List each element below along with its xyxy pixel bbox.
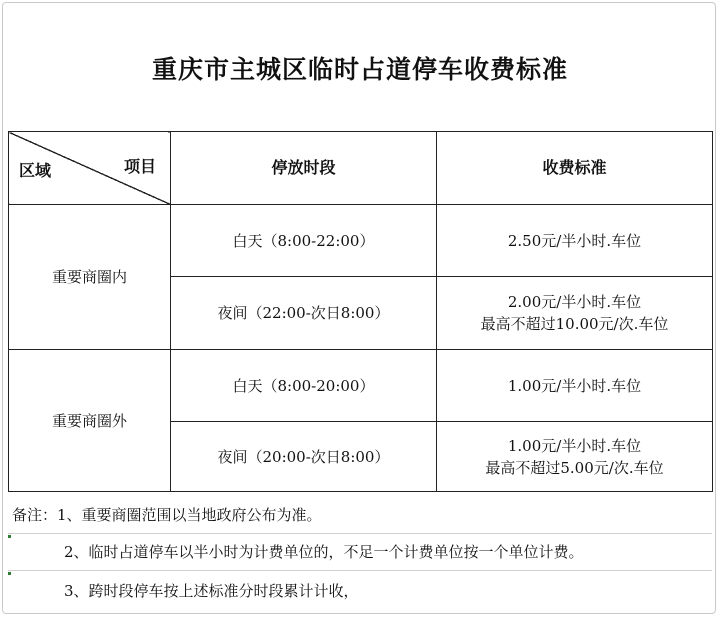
note-3: 3、跨时段停车按上述标准分时段累计计收， bbox=[64, 582, 359, 600]
period-cell: 白天（8:00-20:00） bbox=[171, 350, 437, 422]
period-cell: 夜间（20:00-次日8:00） bbox=[171, 422, 437, 492]
period-cell: 夜间（22:00-次日8:00） bbox=[171, 277, 437, 350]
fee-cell bbox=[437, 350, 713, 422]
fee-line: 2.00元/半小时.车位 bbox=[507, 293, 642, 311]
note-divider bbox=[8, 570, 712, 571]
area-cell: 重要商圈外 bbox=[9, 350, 171, 492]
fee-table bbox=[8, 131, 713, 492]
fee-column-header: 收费标准 bbox=[437, 132, 713, 205]
note-1: 备注：1、重要商圈范围以当地政府公布为准。 bbox=[12, 506, 322, 524]
fee-cell bbox=[437, 422, 713, 492]
fee-line: 2.50元/半小时.车位 bbox=[507, 231, 642, 250]
corner-header-cell bbox=[9, 132, 171, 205]
fee-line: 1.00元/半小时.车位 bbox=[507, 436, 642, 455]
cell-marker-icon bbox=[8, 572, 11, 575]
fee-cell bbox=[437, 205, 713, 277]
period-cell: 白天（8:00-22:00） bbox=[171, 205, 437, 277]
table-row bbox=[9, 350, 713, 422]
period-column-header: 停放时段 bbox=[171, 132, 437, 205]
corner-item-label: 项目 bbox=[123, 157, 156, 176]
table-header-row bbox=[9, 132, 713, 205]
note-2: 2、临时占道停车以半小时为计费单位的，不足一个计费单位按一个单位计费。 bbox=[64, 543, 584, 561]
fee-cell bbox=[437, 277, 713, 350]
cell-marker-icon bbox=[8, 535, 11, 538]
fee-line: 1.00元/半小时.车位 bbox=[507, 376, 642, 395]
fee-cap-line: 最高不超过10.00元/次.车位 bbox=[480, 315, 669, 333]
area-cell: 重要商圈内 bbox=[9, 205, 171, 350]
page-title: 重庆市主城区临时占道停车收费标准 bbox=[151, 55, 568, 84]
corner-area-label: 区域 bbox=[19, 161, 52, 180]
fee-cap-line: 最高不超过5.00元/次.车位 bbox=[485, 458, 664, 477]
table-row bbox=[9, 205, 713, 277]
note-divider bbox=[8, 533, 712, 534]
